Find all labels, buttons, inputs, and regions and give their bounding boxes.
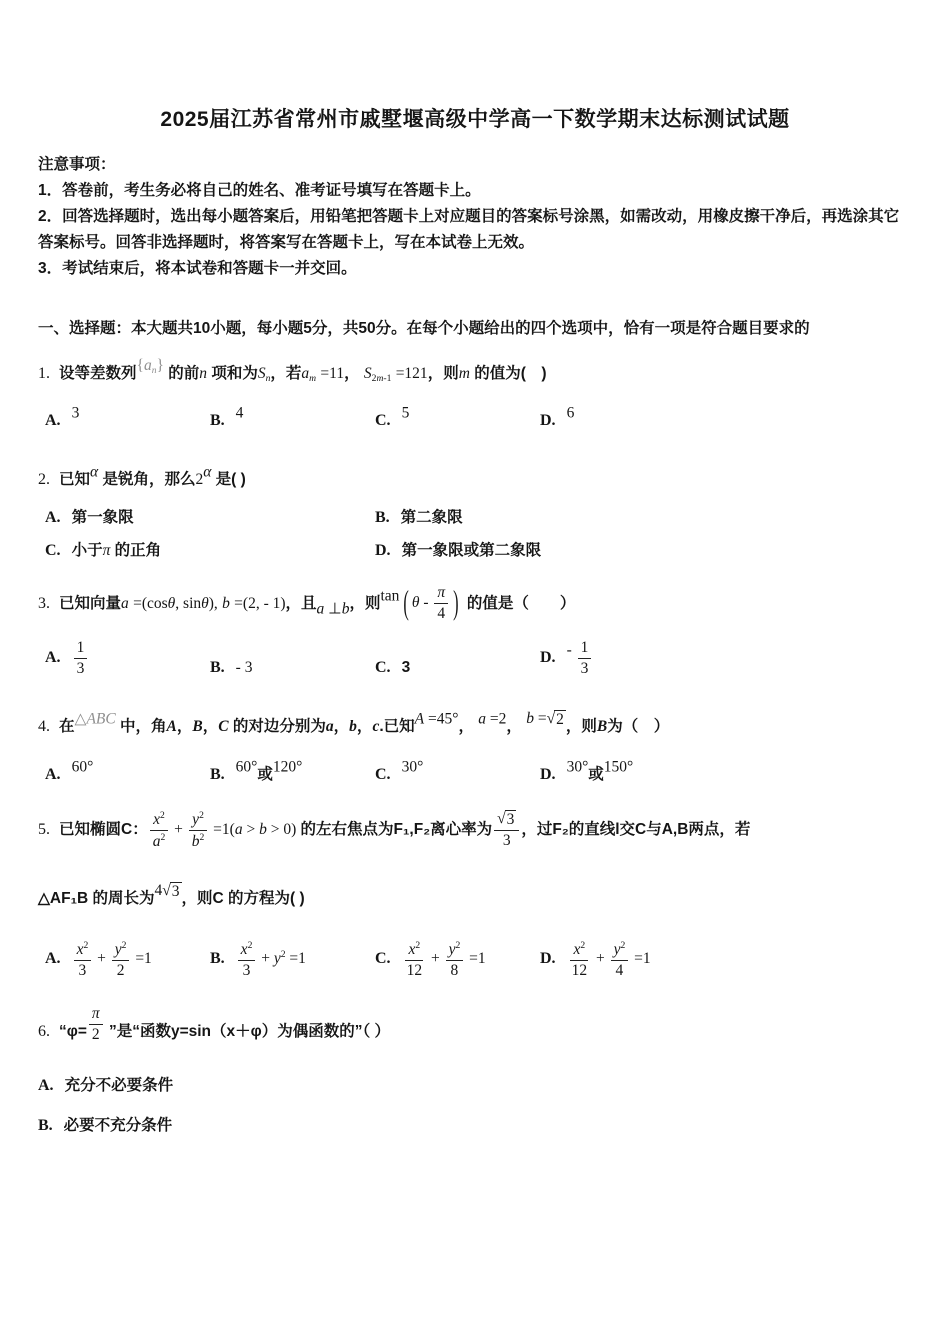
- question-2-option-c: [45, 540, 375, 562]
- question-1: [38, 354, 912, 430]
- question-2-options-row-1: [38, 507, 912, 529]
- option-b-label: B.: [210, 765, 225, 783]
- option-a-label: A.: [45, 508, 61, 526]
- question-4-option-a: [45, 758, 210, 784]
- question-4-stem: [38, 707, 912, 740]
- question-2: [38, 460, 912, 562]
- question-3-options: [38, 639, 912, 678]
- question-2-number: 2.: [38, 471, 50, 489]
- note-line-3: 3．考试结束后，将本试卷和答题卡一并交回。: [38, 260, 357, 277]
- question-6-option-a-row: [38, 1075, 912, 1097]
- option-b-label: B.: [210, 412, 225, 430]
- option-a-label: A.: [45, 648, 61, 666]
- question-5-stem-line-2: [38, 879, 912, 912]
- option-c-value: 30°: [401, 757, 424, 775]
- option-c-label: C.: [45, 541, 61, 559]
- option-c-label: C.: [375, 659, 391, 677]
- question-6-option-b-row: [38, 1115, 912, 1137]
- question-1-stem: [38, 354, 912, 387]
- option-b-label: B.: [38, 1116, 53, 1134]
- question-1-option-a: [45, 405, 210, 431]
- page-title: 2025届江苏省常州市戚墅堰高级中学高一下数学期末达标测试试题: [160, 108, 790, 131]
- option-c-value: 3: [401, 659, 411, 677]
- option-d-value: - $\frac{1}{3}$: [567, 649, 594, 666]
- option-d-label: D.: [375, 541, 391, 559]
- question-1-text: 设等差数列{an} 的前n 项和为Sn，若am =11， S2m-1 =121，则m 的值为( ): [59, 357, 547, 384]
- question-5-options: [38, 940, 912, 980]
- question-3-option-d: [540, 639, 597, 678]
- option-d-value: 第一象限或第二象限: [401, 541, 542, 559]
- option-c-label: C.: [375, 412, 391, 430]
- question-6-number: 6.: [38, 1023, 50, 1041]
- question-3-number: 3.: [38, 594, 50, 612]
- option-d-label: D.: [540, 765, 556, 783]
- notes-header: 注意事项：: [38, 156, 116, 173]
- option-b-value: 60°或120°: [235, 757, 303, 783]
- question-6: [38, 1005, 912, 1136]
- option-d-value: 30°或150°: [566, 757, 634, 783]
- question-5-option-d: [540, 940, 655, 980]
- question-3-option-a: [45, 639, 210, 678]
- question-3-text: 已知向量a =(cosθ, sinθ), b =(2, - 1)，且a ⊥b，则tan ( θ - $\frac{\pi}{4}$ ) 的值是（ ）: [59, 584, 576, 623]
- option-a-value: $\frac{x^2}{3}$ + $\frac{y^2}{2}$ =1: [72, 950, 152, 967]
- question-3-stem: [38, 584, 912, 623]
- option-d-label: D.: [540, 950, 556, 968]
- question-1-option-c: [375, 405, 540, 431]
- option-a-label: A.: [45, 412, 61, 430]
- option-c-value: 小于π 的正角: [71, 541, 162, 559]
- question-1-options: [38, 405, 912, 431]
- option-b-value: 第二象限: [400, 508, 463, 526]
- option-a-value: 充分不必要条件: [64, 1076, 174, 1094]
- option-a-value: 第一象限: [71, 508, 134, 526]
- option-a-label: A.: [45, 765, 61, 783]
- option-c-label: C.: [375, 765, 391, 783]
- question-6-option-b: [38, 1115, 912, 1137]
- question-6-option-a: [38, 1075, 912, 1097]
- question-5-option-b: [210, 940, 375, 980]
- section1-header: 一、选择题：本大题共10小题，每小题5分，共50分。在每个小题给出的四个选项中，恰有一项是符合题目要求的: [38, 320, 810, 337]
- question-5-text-line-1: 已知椭圆C： $\frac{x^2}{a^2}$ + $\frac{y^2}{b^2}$ =1(a > b > 0) 的左右焦点为F₁,F₂离心率为 √ 3 3 ，过F₂的直线l交C与A,B两点，若: [59, 809, 751, 851]
- question-2-stem: [38, 460, 912, 493]
- note-line-1: 1．答卷前，考生务必将自己的姓名、准考证号填写在答题卡上。: [38, 182, 481, 199]
- question-4-option-d: [540, 758, 637, 784]
- option-b-label: B.: [210, 950, 225, 968]
- question-3: [38, 584, 912, 678]
- option-a-label: A.: [45, 950, 61, 968]
- question-3-option-b: [210, 659, 375, 677]
- question-4-option-c: [375, 758, 540, 784]
- question-1-option-d: [540, 405, 578, 431]
- question-4-option-b: [210, 758, 375, 784]
- question-4-number: 4.: [38, 718, 50, 736]
- option-a-value: 60°: [71, 757, 94, 775]
- question-2-options-row-2: [38, 540, 912, 562]
- note-line-2: 2．回答选择题时，选出每小题答案后，用铅笔把答题卡上对应题目的答案标号涂黑，如需改动，用橡皮擦干净后，再选涂其它答案标号。回答非选择题时，将答案写在答题卡上，写在本试卷上无效。: [38, 208, 900, 251]
- option-b-value: $\frac{x^2}{3}$ + $y^2 =1$: [236, 950, 306, 967]
- option-c-label: C.: [375, 950, 391, 968]
- option-a-label: A.: [38, 1076, 54, 1094]
- question-2-option-b: [375, 507, 705, 529]
- question-6-stem: [38, 1005, 912, 1044]
- option-b-label: B.: [375, 508, 390, 526]
- option-c-value: $\frac{x^2}{12}$ + $\frac{y^2}{8}$ =1: [406, 939, 486, 979]
- question-5: [38, 810, 912, 980]
- question-2-option-a: [45, 507, 375, 529]
- option-d-value: $\frac{x^2}{12}$ + $\frac{y^2}{4}$ =1: [571, 939, 651, 979]
- question-4: [38, 707, 912, 783]
- question-5-option-c: [375, 940, 540, 980]
- option-a-value: 3: [71, 404, 80, 422]
- question-3-option-c: [375, 659, 540, 677]
- question-5-option-a: [45, 940, 210, 980]
- option-d-value: 6: [566, 404, 575, 422]
- notes-section: [38, 152, 912, 282]
- question-2-option-d: [375, 540, 705, 562]
- question-5-stem-line-1: [38, 810, 912, 851]
- question-1-option-b: [210, 405, 375, 431]
- question-5-text-line-2: △AF₁B 的周长为4 √ 3 ，则C 的方程为( ): [38, 882, 305, 907]
- option-d-label: D.: [540, 412, 556, 430]
- option-c-value: 5: [401, 404, 410, 422]
- option-b-value: 必要不充分条件: [63, 1116, 173, 1134]
- question-4-options: [38, 758, 912, 784]
- option-a-value: $\frac{1}{3}$: [72, 649, 90, 666]
- option-b-label: B.: [210, 659, 225, 677]
- question-5-number: 5.: [38, 821, 50, 839]
- question-1-number: 1.: [38, 364, 50, 382]
- option-d-label: D.: [540, 648, 556, 666]
- question-6-text: “φ= $\frac{\pi}{2}$ ”是“函数y=sin（x＋φ）为偶函数的”（ ）: [59, 1005, 391, 1044]
- question-4-text: 在△ABC 中，角A，B，C 的对边分别为a，b，c.已知A =45°， a =2， b = √ 2 ，则B为（ ）: [59, 710, 670, 736]
- option-b-value: 4: [235, 404, 244, 422]
- option-b-value: - 3: [235, 659, 253, 677]
- question-2-text: 已知α 是锐角，那么2α 是( ): [59, 463, 246, 489]
